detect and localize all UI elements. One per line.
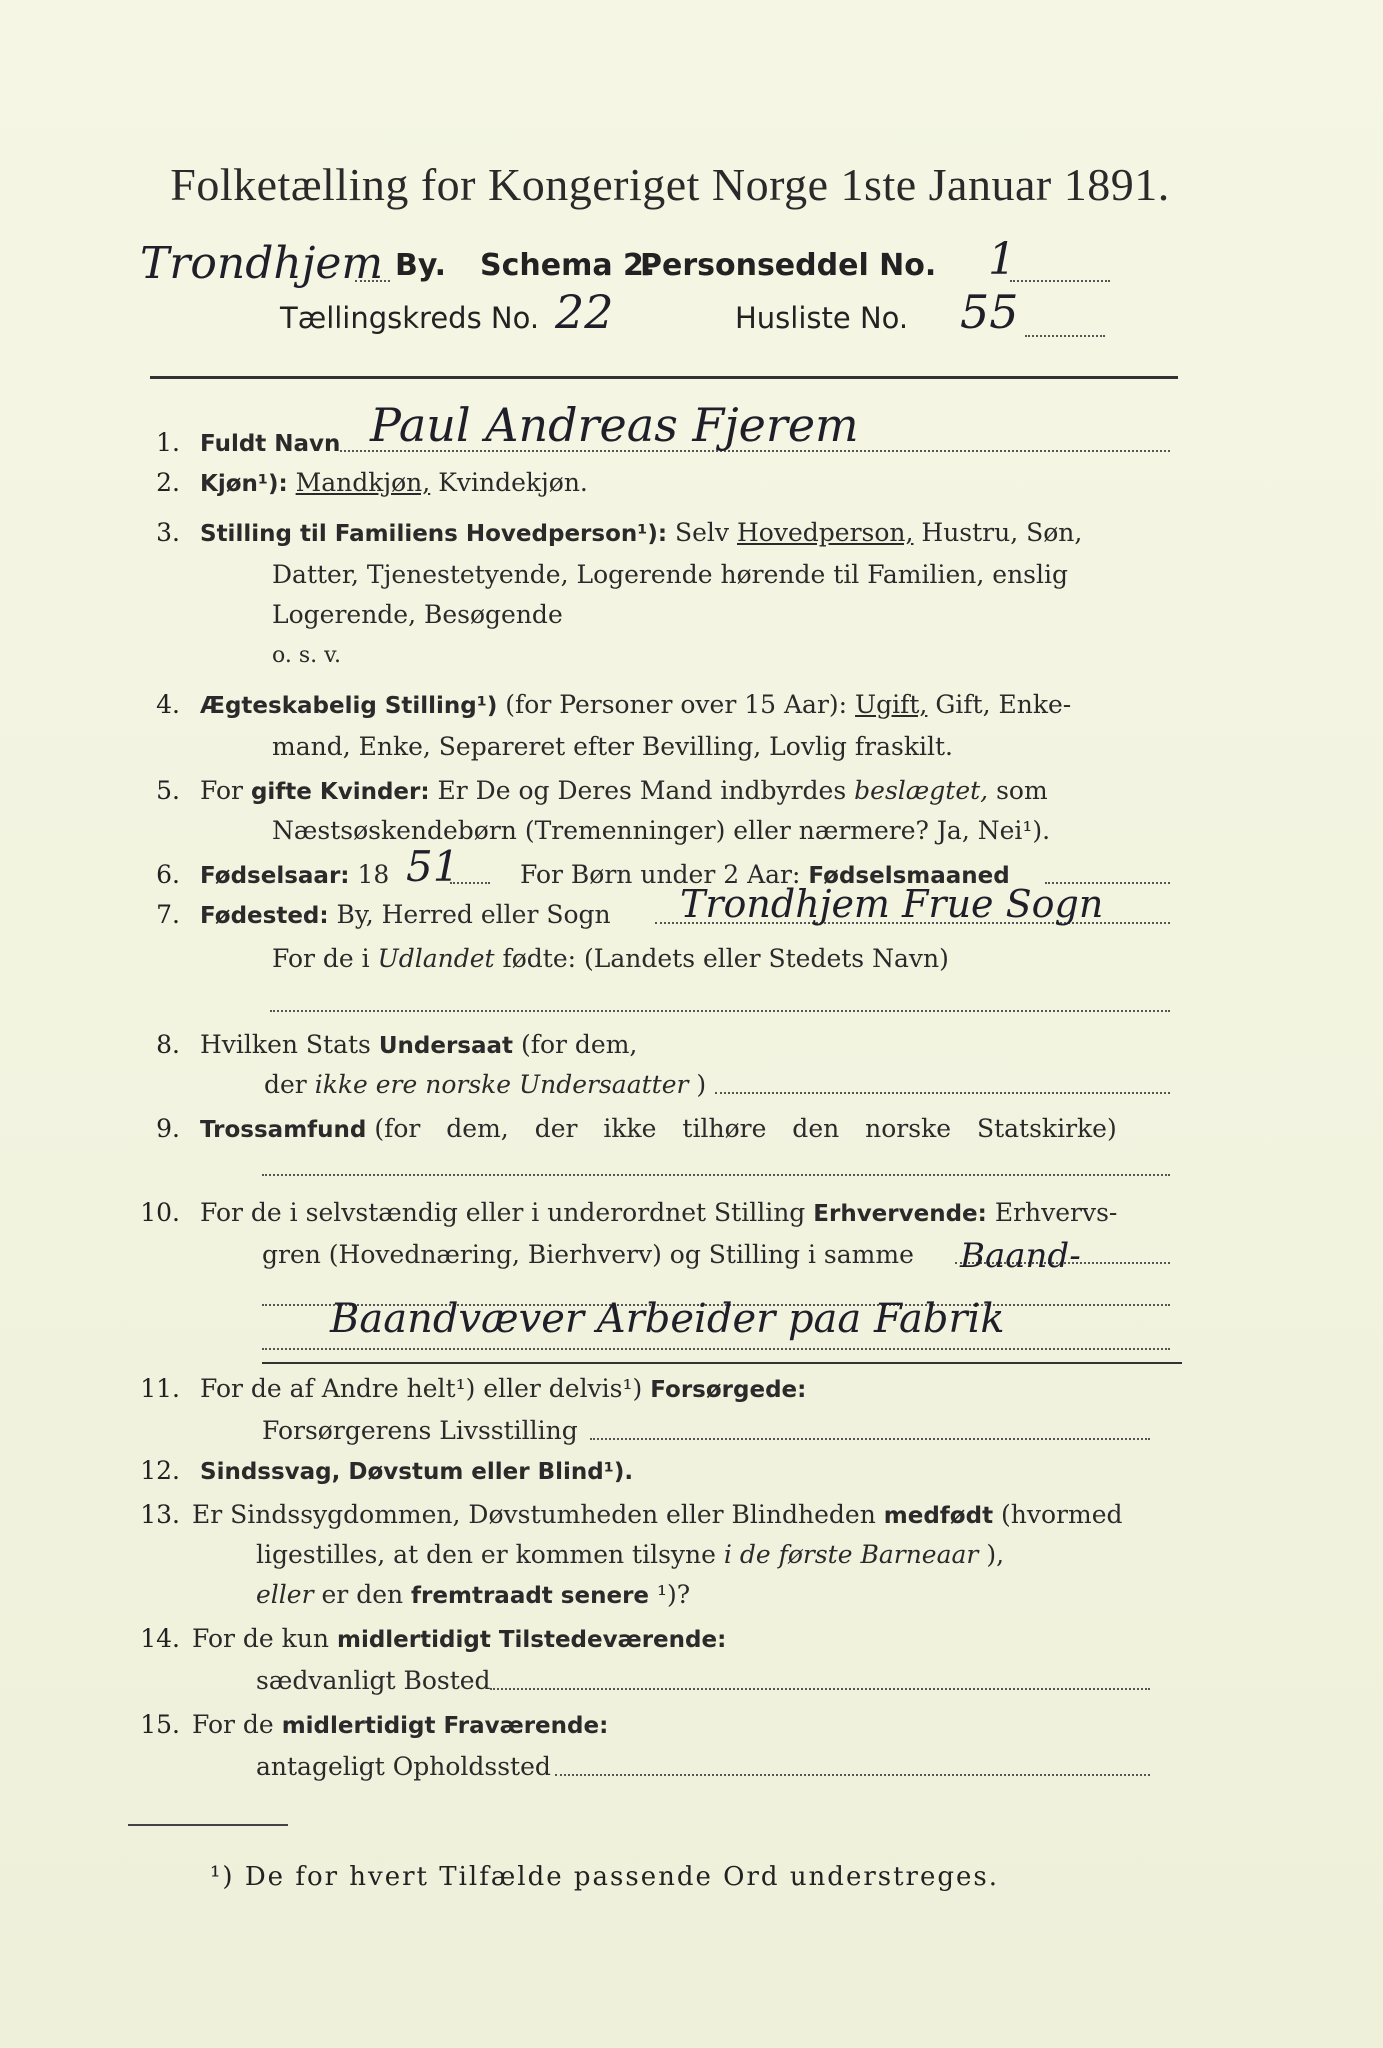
city-handwritten: Trondhjem — [140, 238, 384, 289]
item-15-label: midlertidigt Fraværende: — [281, 1713, 609, 1739]
item-13-line-2-b: ), — [986, 1540, 1005, 1569]
item-5-text-c: som — [996, 776, 1048, 805]
item-11-text-a: For de af Andre helt¹) eller delvis¹) — [200, 1374, 643, 1403]
item-8-line-2-italic: ikke ere norske Undersaatter — [314, 1070, 689, 1099]
item-5-text-b: Er De og Deres Mand indbyrdes — [437, 776, 847, 805]
item-4-line-1 — [200, 690, 1071, 719]
item-13-line-1 — [192, 1500, 1123, 1529]
by-label: By. — [395, 248, 447, 283]
item-1-label: Fuldt Navn — [200, 431, 341, 457]
item-13-line-2 — [256, 1540, 1004, 1569]
item-13-line-3 — [256, 1580, 690, 1609]
item-3-text-a: Selv — [675, 518, 730, 547]
item-13-line-3-bold: fremtraadt senere — [411, 1583, 650, 1609]
item-14-number: 14. — [140, 1624, 180, 1653]
item-7-text-a: By, Herred eller Sogn — [336, 900, 611, 929]
item-11-number: 11. — [140, 1374, 180, 1403]
item-5-line-1 — [200, 776, 1048, 805]
item-6-number: 6. — [156, 860, 180, 889]
item-13-line-3-b: ¹)? — [656, 1580, 691, 1609]
item-13-line-2-a: ligestilles, at den er kommen tilsyne — [256, 1540, 716, 1569]
item-3-line-1 — [200, 518, 1082, 547]
full-name-handwritten: Paul Andreas Fjerem — [370, 398, 859, 452]
item-12-number: 12. — [140, 1456, 180, 1485]
item-4-text-b: Gift, Enke- — [935, 690, 1072, 719]
item-3-line-2: Datter, Tjenestetyende, Logerende hørende til Familien, enslig — [272, 560, 1069, 589]
item-2-rest: Kvindekjøn. — [438, 468, 588, 497]
footnote-rule — [128, 1824, 288, 1826]
occupation-insert-handwritten: Baand- — [960, 1236, 1081, 1276]
item-2-selected: Mandkjøn, — [295, 468, 431, 497]
item-9-label: Trossamfund — [200, 1117, 367, 1143]
item-8-text-a: Hvilken Stats — [200, 1030, 371, 1059]
item-8-label: Undersaat — [378, 1033, 514, 1059]
item-15-line-1 — [192, 1710, 608, 1739]
item-1-number: 1. — [156, 428, 180, 457]
item-7-number: 7. — [156, 900, 180, 929]
item-3-text-b: Hustru, Søn, — [921, 518, 1083, 547]
form-title: Folketælling for Kongeriget Norge 1ste Januar 1891. — [170, 159, 1170, 210]
item-13-label: medfødt — [883, 1503, 994, 1529]
item-10-text-b: Erhvervs- — [994, 1198, 1118, 1227]
footnote: ¹) De for hvert Tilfælde passende Ord understreges. — [210, 1862, 1000, 1892]
item-9-number: 9. — [156, 1114, 180, 1143]
item-8-line-1 — [200, 1030, 637, 1059]
item-3-label: Stilling til Familiens Hovedperson¹): — [200, 521, 668, 547]
item-10-text-a: For de i selvstændig eller i underordnet Stilling — [200, 1198, 806, 1227]
item-4-label: Ægteskabelig Stilling¹) — [200, 693, 498, 719]
item-14-text-a: For de kun — [192, 1624, 330, 1653]
item-7-line-2-a: For de i — [272, 944, 370, 973]
item-6 — [200, 860, 389, 889]
item-13-line-3-a: er den — [321, 1580, 404, 1609]
item-4-line-2: mand, Enke, Separeret efter Bevilling, Lovlig fraskilt. — [272, 732, 953, 761]
schema-label: Schema 2. — [480, 248, 656, 283]
item-7-line-2-b: fødte: (Landets eller Stedets Navn) — [502, 944, 949, 973]
item-8-number: 8. — [156, 1030, 180, 1059]
item-12 — [200, 1456, 633, 1485]
item-6-text-b: For Børn under 2 Aar: — [520, 860, 801, 889]
item-5-label: gifte Kvinder: — [250, 779, 430, 805]
item-13-text-a: Er Sindssygdommen, Døvstumheden eller Blindheden — [192, 1500, 876, 1529]
item-9 — [200, 1114, 1117, 1143]
item-5-number: 5. — [156, 776, 180, 805]
item-4-number: 4. — [156, 690, 180, 719]
item-4-text-a: (for Personer over 15 Aar): — [505, 690, 848, 719]
item-13-number: 13. — [140, 1500, 180, 1529]
item-13-line-3-italic: eller — [256, 1580, 314, 1609]
item-12-label: Sindssvag, Døvstum eller Blind¹). — [200, 1459, 634, 1485]
item-5-text-a: For — [200, 776, 243, 805]
birth-year-handwritten: 51 — [406, 842, 460, 891]
item-10-line-1 — [200, 1198, 1117, 1227]
personseddel-number: 1 — [988, 234, 1016, 285]
husliste-number: 55 — [960, 285, 1019, 339]
item-3-line-3: Logerende, Besøgende — [272, 600, 563, 629]
item-7-label: Fødested: — [200, 903, 329, 929]
item-11-line-1 — [200, 1374, 806, 1403]
item-3-number: 3. — [156, 518, 180, 547]
item-14-line-1 — [192, 1624, 726, 1653]
item-10-line-2: gren (Hovednæring, Bierhverv) og Stilling i samme — [262, 1240, 914, 1269]
taellingskreds-label: Tællingskreds No. — [280, 301, 540, 335]
header-line-2 — [140, 234, 1180, 298]
item-8-line-2-a: der — [264, 1070, 307, 1099]
item-3-selected: Hovedperson, — [737, 518, 914, 547]
header-line-3 — [140, 285, 1180, 345]
item-15-line-2: antageligt Opholdssted — [256, 1752, 551, 1781]
item-7-line-2-italic: Udlandet — [377, 944, 495, 973]
item-7-line-2 — [272, 944, 949, 973]
taellingskreds-number: 22 — [555, 285, 614, 339]
item-11-line-2: Forsørgerens Livsstilling — [262, 1416, 578, 1445]
item-6-label-b: Fødselsmaaned — [808, 863, 1010, 889]
item-2-label: Kjøn¹): — [200, 471, 288, 497]
item-15-text-a: For de — [192, 1710, 274, 1739]
item-5-line-2: Næstsøskendebørn (Tremenninger) eller nærmere? Ja, Nei¹). — [272, 816, 1051, 845]
birthplace-handwritten: Trondhjem Frue Sogn — [680, 882, 1104, 926]
item-8-line-2-b: ) — [696, 1070, 707, 1099]
item-11-label: Forsørgede: — [650, 1377, 807, 1403]
header-rule — [150, 376, 1178, 379]
birth-year-prefix: 18 — [357, 860, 390, 889]
item-3-line-4: o. s. v. — [272, 643, 341, 668]
item-1 — [200, 428, 340, 457]
item-10-number: 10. — [140, 1198, 180, 1227]
item-13-line-2-italic: i de første Barneaar — [723, 1540, 979, 1569]
item-10-label: Erhvervende: — [813, 1201, 987, 1227]
item-4-selected: Ugift, — [855, 690, 928, 719]
item-7-line-1 — [200, 900, 611, 929]
item-9-text: (for dem, der ikke tilhøre den norske Statskirke) — [374, 1114, 1117, 1143]
item-13-text-b: (hvormed — [1001, 1500, 1123, 1529]
item-2 — [200, 468, 588, 497]
item-8-text-b: (for dem, — [520, 1030, 638, 1059]
personseddel-label: Personseddel No. — [640, 248, 937, 283]
item-14-line-2: sædvanligt Bosted — [256, 1666, 491, 1695]
item-8-line-2 — [264, 1070, 706, 1099]
item-5-italic: beslægtet, — [854, 776, 989, 805]
item-2-number: 2. — [156, 468, 180, 497]
occupation-handwritten: Baandvæver Arbeider paa Fabrik — [330, 1296, 1005, 1342]
occupation-underline — [262, 1362, 1182, 1364]
item-15-number: 15. — [140, 1710, 180, 1739]
item-6-label: Fødselsaar: — [200, 863, 350, 889]
item-14-label: midlertidigt Tilstedeværende: — [336, 1627, 727, 1653]
husliste-label: Husliste No. — [735, 301, 909, 335]
